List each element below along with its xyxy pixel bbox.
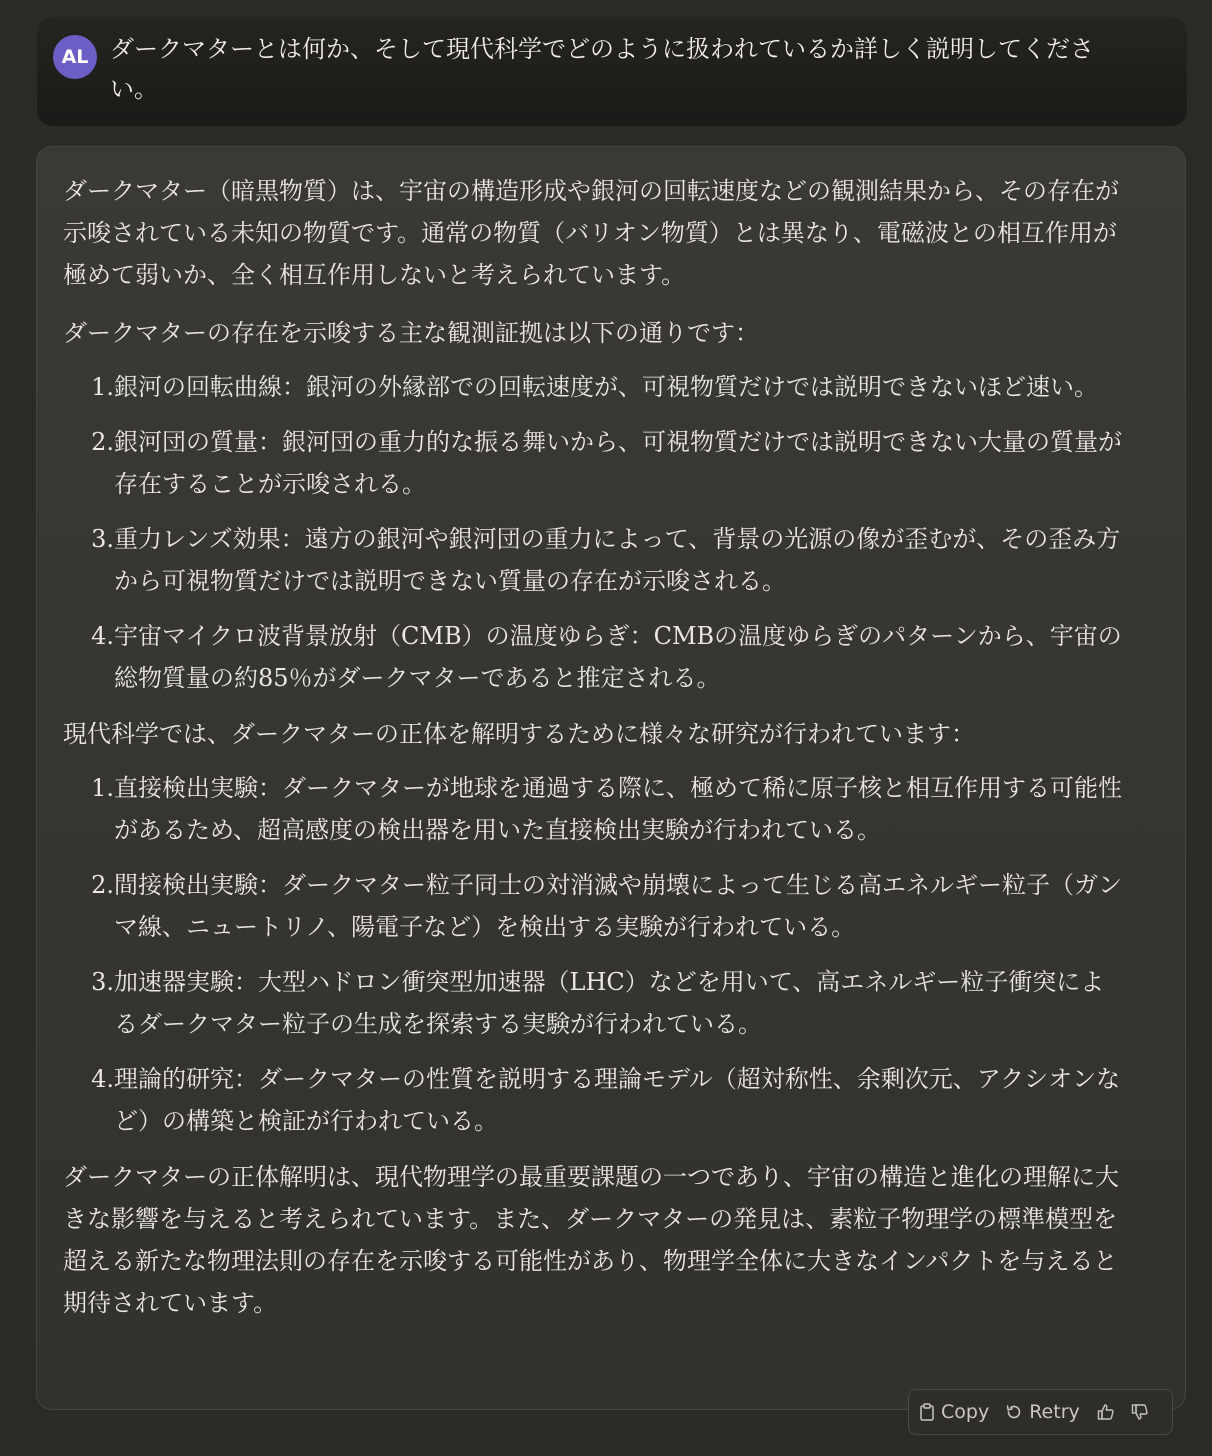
list-item-text: 重力レンズ効果：遠方の銀河や銀河団の重力によって、背景の光源の像が歪むが、その歪み方から可視物質だけでは説明できない質量の存在が示唆される。 [114,525,1121,595]
list-item-number: 4. [91,622,114,650]
thumbs-down-button[interactable] [1130,1402,1150,1422]
list-item-number: 2. [91,871,114,899]
list-item [63,767,1125,851]
list-item-number: 1. [91,373,114,401]
thumbs-up-icon [1096,1402,1116,1422]
list-item-text: 間接検出実験：ダークマター粒子同士の対消滅や崩壊によって生じる高エネルギー粒子（ガンマ線、ニュートリノ、陽電子など）を検出する実験が行われている。 [114,871,1122,941]
message-actions-toolbar [908,1389,1173,1435]
evidence-list [63,366,1125,699]
conclusion-paragraph: ダークマターの正体解明は、現代物理学の最重要課題の一つであり、宇宙の構造と進化の理解に大きな影響を与えると考えられています。また、ダークマターの発見は、素粒子物理学の標準模型を超える新たな物理法則の存在を示唆する可能性があり、物理学全体に大きなインパクトを与えると期待されています。 [63,1163,1119,1317]
user-message-bubble [37,17,1187,126]
list-item [63,961,1125,1045]
list-item-text: 宇宙マイクロ波背景放射（CMB）の温度ゆらぎ：CMBの温度ゆらぎのパターンから、宇宙の総物質量の約85％がダークマターであると推定される。 [114,622,1122,692]
list-item [63,864,1125,948]
intro-paragraph: ダークマター（暗黒物質）は、宇宙の構造形成や銀河の回転速度などの観測結果から、その存在が示唆されている未知の物質です。通常の物質（バリオン物質）とは異なり、電磁波との相互作用が極めて弱いか、全く相互作用しないと考えられています。 [63,177,1119,289]
retry-icon [1005,1403,1023,1421]
thumbs-down-icon [1130,1402,1150,1422]
list-item-text: 直接検出実験：ダークマターが地球を通過する際に、極めて稀に原子核と相互作用する可能性があるため、超高感度の検出器を用いた直接検出実験が行われている。 [114,774,1122,844]
list-item-number: 3. [91,968,114,996]
evidence-heading: ダークマターの存在を示唆する主な観測証拠は以下の通りです： [63,319,759,347]
list-item-number: 4. [91,1065,114,1093]
retry-label: Retry [1029,1401,1080,1423]
list-item-number: 1. [91,774,114,802]
list-item [63,615,1125,699]
list-item-text: 銀河団の質量：銀河団の重力的な振る舞いから、可視物質だけでは説明できない大量の質量が存在することが示唆される。 [114,428,1122,498]
thumbs-up-button[interactable] [1096,1402,1116,1422]
research-heading: 現代科学では、ダークマターの正体を解明するために様々な研究が行われています： [63,720,975,748]
list-item-number: 2. [91,428,114,456]
clipboard-icon [919,1403,935,1421]
research-list [63,767,1125,1142]
list-item [63,1058,1125,1142]
user-message-text: ダークマターとは何か、そして現代科学でどのように扱われているか詳しく説明してください。 [110,35,1094,103]
copy-label: Copy [941,1401,990,1423]
list-item-number: 3. [91,525,114,553]
assistant-message-card [36,146,1186,1410]
avatar: AL [53,35,97,79]
list-item-text: 銀河の回転曲線：銀河の外縁部での回転速度が、可視物質だけでは説明できないほど速い。 [114,373,1098,401]
copy-button[interactable] [919,1401,989,1423]
list-item [63,518,1125,602]
list-item-text: 加速器実験：大型ハドロン衝突型加速器（LHC）などを用いて、高エネルギー粒子衝突によるダークマター粒子の生成を探索する実験が行われている。 [114,968,1105,1038]
list-item [63,366,1125,408]
retry-button[interactable] [1005,1401,1080,1423]
list-item [63,421,1125,505]
list-item-text: 理論的研究：ダークマターの性質を説明する理論モデル（超対称性、余剰次元、アクシオンなど）の構築と検証が行われている。 [114,1065,1121,1135]
